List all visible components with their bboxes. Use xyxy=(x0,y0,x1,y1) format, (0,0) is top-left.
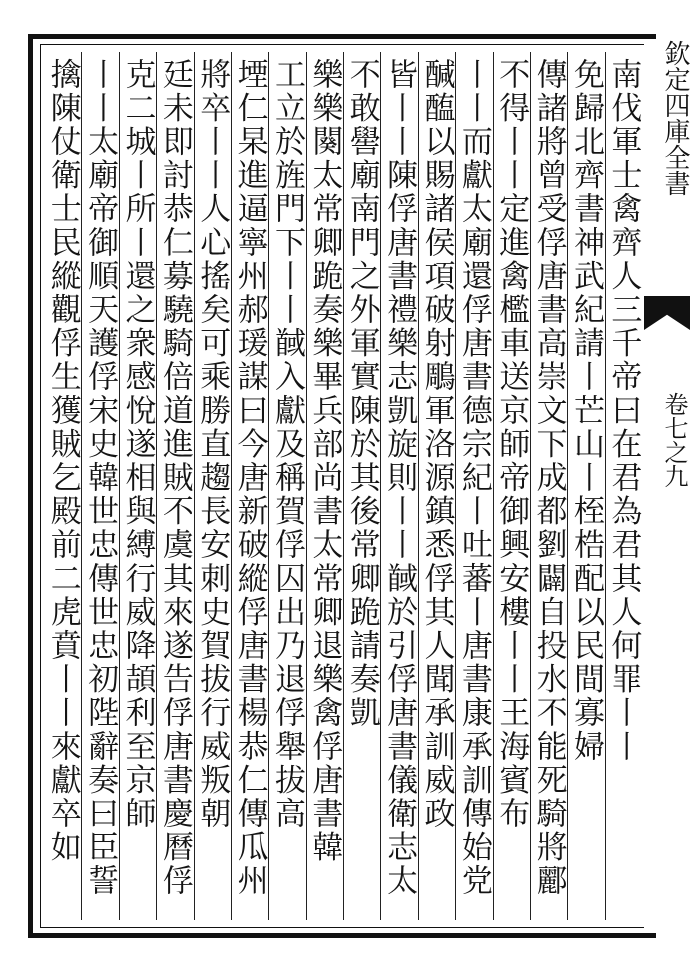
text-column: 堙仁杲進逼寧州郝瑗謀曰今唐新破縱俘唐書楊恭仁傳瓜州 xyxy=(231,58,268,898)
text-column: 工立於旌門下丨丨馘入獻及稱賀俘囚出乃退俘舉拔高 xyxy=(268,58,305,831)
margin-volume-label: 卷七之九 xyxy=(660,392,688,488)
text-column: 皆丨丨陳俘唐書禮樂志凱旋則丨丨馘於引俘唐書儀衛志太 xyxy=(381,58,418,898)
text-column: 丨丨而獻太廟還俘唐書德宗紀丨吐蕃丨唐書康承訓傳始党 xyxy=(455,58,492,898)
text-column: 不敢嚳廟南門之外軍實陳於其後常卿跪請奏凱 xyxy=(343,58,380,730)
text-column: 南伐軍士禽齊人三千帝曰在君為君其人何罪丨丨 xyxy=(605,58,642,764)
text-column: 不得丨丨定進禽檻車送京師帝御興安樓丨丨王海賓布 xyxy=(493,58,530,831)
text-column: 廷未即討恭仁募驍騎倍道進賊不虞其來遂告俘唐書慶曆俘 xyxy=(156,58,193,898)
text-column: 丨丨太廟帝御順天護俘宋史韓世忠傳世忠初陛辭奏曰臣誓 xyxy=(82,58,119,898)
margin-book-title: 欽定四庫全書 xyxy=(660,40,690,196)
text-column: 免歸北齊書神武紀請丨芒山丨桎梏配以民間寡婦 xyxy=(567,58,604,764)
text-column: 樂樂闋太常卿跪奏樂畢兵部尚書太常卿退樂禽俘唐書韓 xyxy=(306,58,343,865)
text-column: 將卒丨丨人心搖矣可乘勝直趨長安刺史賀拔行威叛朝 xyxy=(194,58,231,831)
fishtail-mark-icon xyxy=(644,296,690,330)
text-column: 擒陳仗衛士民縱觀俘生獲賊乞殿前二虎賁丨丨來獻卒如 xyxy=(44,58,81,865)
text-column: 醎醢以賜諸侯項破射鵰軍洛源鎮悉俘其人聞承訓威政 xyxy=(418,58,455,831)
text-column: 傳諸將曾受俘唐書高崇文下成都劉闢自投水不能死騎將酈 xyxy=(530,58,567,898)
text-column: 克二城丨所丨還之衆感悅遂相與縛行威降頡利至京師 xyxy=(119,58,156,831)
text-columns xyxy=(44,48,642,924)
